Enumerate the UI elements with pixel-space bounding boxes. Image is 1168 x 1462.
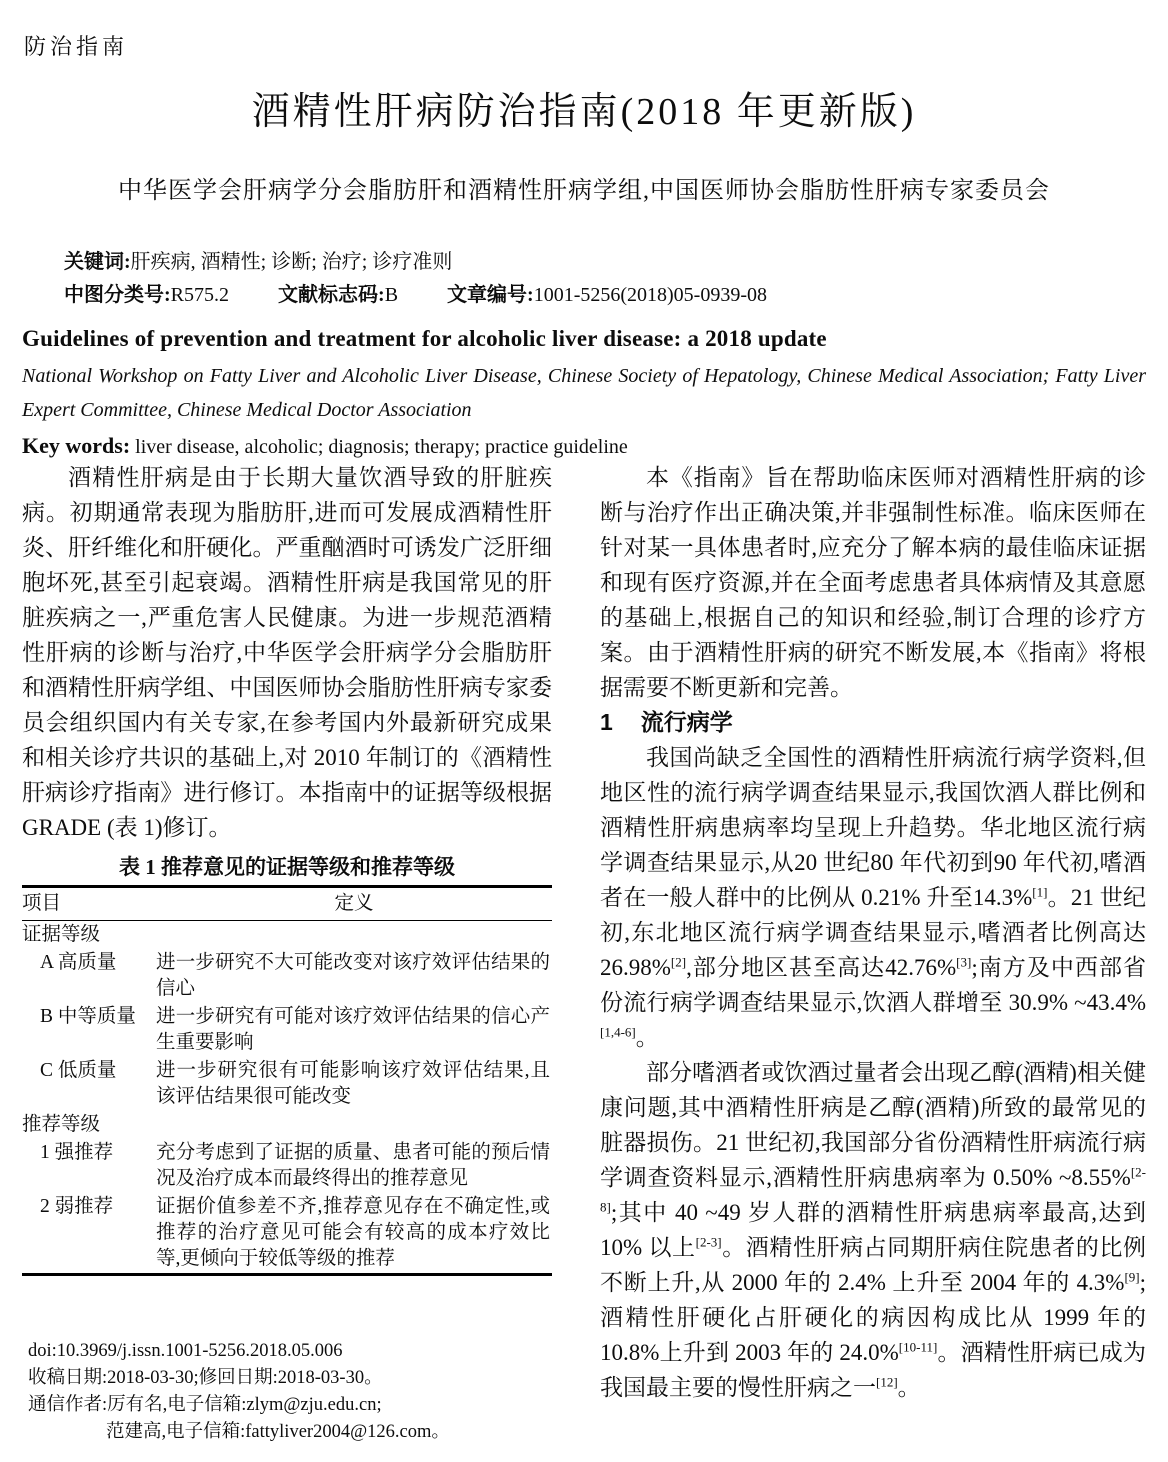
received-revised-dates-line: 收稿日期:2018-03-30;修回日期:2018-03-30。 bbox=[28, 1368, 383, 1388]
english-keywords-line bbox=[22, 433, 1146, 459]
table-cell-definition: 进一步研究不大可能改变对该疗效评估结果的信心 bbox=[156, 952, 550, 999]
doc-code-label: 文献标志码: bbox=[278, 284, 385, 306]
table-row bbox=[22, 1003, 552, 1057]
english-affiliation: National Workshop on Fatty Liver and Alcoholic Liver Disease, Chinese Society of Hepatology, Chinese Medical Association; Fatty Liver Expert Committee, Chinese Medical Doctor Association bbox=[22, 365, 1146, 421]
intro-paragraph: 酒精性肝病是由于长期大量饮酒导致的肝脏疾病。初期通常表现为脂肪肝,进而可发展成酒精性肝炎、肝纤维化和肝硬化。严重酗酒时可诱发广泛肝细胞坏死,甚至引起衰竭。酒精性肝病是我国常见的肝脏疾病之一,严重危害人民健康。为进一步规范酒精性肝病的诊断与治疗,中华医学会肝病学分会脂肪肝和酒精性肝病学组、中国医师协会脂肪性肝病专家委员会组织国内有关专家,在参考国内外最新研究成果和相关诊疗共识的基础上,对 2010 年制订的《酒精性肝病诊疗指南》进行修订。本指南中的证据等级根据 GRADE (表 1)修订。 bbox=[22, 465, 552, 840]
reference-superscript: [2-3] bbox=[695, 1234, 722, 1250]
guideline-purpose-paragraph: 本《指南》旨在帮助临床医师对酒精性肝病的诊断与治疗作出正确决策,并非强制性标准。临床医师在针对某一具体患者时,应充分了解本病的最佳临床证据和现有医疗资源,并在全面考虑患者具体病情及其意愿的基础上,根据自己的知识和经验,制订合理的诊疗方案。由于酒精性肝病的研究不断发展,本《指南》将根据需要不断更新和完善。 bbox=[600, 465, 1146, 700]
reference-superscript: [10-11] bbox=[898, 1339, 938, 1355]
table1 bbox=[22, 885, 552, 1276]
section-1-heading bbox=[600, 705, 1146, 740]
table-cell-item: A 高质量 bbox=[40, 952, 117, 973]
table-row bbox=[22, 1139, 552, 1193]
reference-superscript: [1,4-6] bbox=[600, 1024, 636, 1040]
reference-superscript: [3] bbox=[956, 954, 972, 970]
reference-superscript: [1] bbox=[1032, 884, 1048, 900]
doc-code-value: B bbox=[384, 284, 399, 306]
english-keywords-label: Key words: bbox=[22, 433, 131, 458]
column-category-label: 防治指南 bbox=[24, 34, 129, 59]
english-title: Guidelines of prevention and treatment for alcoholic liver disease: a 2018 update bbox=[22, 326, 827, 351]
epidemiology-paragraph-1: 我国尚缺乏全国性的酒精性肝病流行病学资料,但地区性的流行病学调查结果显示,我国饮酒人群比例和酒精性肝病患病率均呈现上升趋势。华北地区流行病学调查结果显示,从20 世纪80 年代初到90 年代初,嗜酒者在一般人群中的比例从 0.21% 升至14.3%[1]。21 世纪初,东北地区流行病学调查结果显示,嗜酒者比例高达 26.98%[2],部分地区甚至高达42.76%[3];南方及中西部省份流行病学调查结果显示,饮酒人群增至 30.9% ~43.4%[1,4-6]。 bbox=[600, 745, 1146, 1050]
table-cell-item: 推荐等级 bbox=[22, 1114, 101, 1135]
table-cell-item: 证据等级 bbox=[22, 924, 101, 945]
article-id-value: 1001-5256(2018)05-0939-08 bbox=[533, 284, 768, 306]
right-column bbox=[600, 460, 1146, 1405]
correspondence-line-2: 范建高,电子信箱:fattyliver2004@126.com。 bbox=[106, 1422, 450, 1442]
table-row bbox=[22, 1111, 552, 1139]
epidemiology-paragraph-2: 部分嗜酒者或饮酒过量者会出现乙醇(酒精)相关健康问题,其中酒精性肝病是乙醇(酒精)所致的最常见的脏器损伤。21 世纪初,我国部分省份酒精性肝病流行病学调查资料显示,酒精性肝病患病率为 0.50% ~8.55%[2-8];其中 40 ~49 岁人群的酒精性肝病患病率最高,达到 10% 以上[2-3]。酒精性肝病占同期肝病住院患者的比例不断上升,从 2000 年的 2.4% 上升至 2004 年的 4.3%[9];酒精性肝硬化占肝硬化的病因构成比从 1999 年的10.8%上升到 2003 年的 24.0%[10-11]。酒精性肝病已成为我国最主要的慢性肝病之一[12]。 bbox=[600, 1060, 1147, 1400]
table-cell-definition: 进一步研究很有可能影响该疗效评估结果,且该评估结果很可能改变 bbox=[156, 1060, 550, 1107]
english-keywords-value: liver disease, alcoholic; diagnosis; therapy; practice guideline bbox=[135, 436, 628, 458]
table1-caption: 表 1 推荐意见的证据等级和推荐等级 bbox=[119, 855, 455, 879]
clc-value: R575.2 bbox=[170, 284, 230, 306]
left-column bbox=[22, 460, 552, 1454]
author-affiliation: 中华医学会肝病学分会脂肪肝和酒精性肝病学组,中国医师协会脂肪性肝病专家委员会 bbox=[118, 178, 1050, 204]
reference-superscript: [2] bbox=[670, 954, 687, 970]
section-1-number: 1 bbox=[600, 709, 613, 735]
article-title: 酒精性肝病防治指南(2018 年更新版) bbox=[251, 91, 917, 133]
table-cell-item: B 中等质量 bbox=[40, 1006, 136, 1027]
section-1-title: 流行病学 bbox=[640, 710, 733, 735]
keywords-line bbox=[64, 246, 767, 279]
chinese-meta-block bbox=[64, 246, 767, 312]
table-cell-item: C 低质量 bbox=[40, 1060, 117, 1081]
table-cell-definition: 进一步研究有可能对该疗效评估结果的信心产生重要影响 bbox=[156, 1006, 550, 1053]
keywords-value: 肝疾病, 酒精性; 诊断; 治疗; 诊疗准则 bbox=[130, 251, 453, 273]
table1-header-definition: 定义 bbox=[334, 893, 374, 914]
table-cell-item: 2 弱推荐 bbox=[40, 1196, 114, 1217]
table-row bbox=[22, 921, 552, 949]
table-cell-definition bbox=[156, 922, 552, 948]
clc-label: 中图分类号: bbox=[64, 284, 171, 306]
doi-line: doi:10.3969/j.issn.1001-5256.2018.05.006 bbox=[28, 1341, 343, 1361]
correspondence-line-1: 通信作者:厉有名,电子信箱:zlym@zju.edu.cn; bbox=[28, 1395, 382, 1415]
table-cell-definition bbox=[156, 1112, 552, 1138]
reference-superscript: [2-8] bbox=[600, 1164, 1146, 1215]
table1-header-row bbox=[22, 888, 552, 921]
reference-superscript: [9] bbox=[1124, 1269, 1140, 1285]
table-row bbox=[22, 1193, 552, 1273]
table-row bbox=[22, 1057, 552, 1111]
footnote-block bbox=[28, 1338, 450, 1446]
table-cell-definition: 充分考虑到了证据的质量、患者可能的预后情况及治疗成本而最终得出的推荐意见 bbox=[156, 1142, 550, 1189]
table1-header-item: 项目 bbox=[22, 893, 62, 914]
table-row bbox=[22, 949, 552, 1003]
table1-block bbox=[22, 854, 552, 1276]
classification-line bbox=[64, 279, 767, 312]
keywords-label: 关键词: bbox=[64, 251, 131, 273]
article-id-label: 文章编号: bbox=[447, 284, 534, 306]
table-cell-definition: 证据价值参差不齐,推荐意见存在不确定性,或推荐的治疗意见可能会有较高的成本疗效比等,更倾向于较低等级的推荐 bbox=[156, 1196, 550, 1269]
table-cell-item: 1 强推荐 bbox=[40, 1142, 114, 1163]
reference-superscript: [12] bbox=[876, 1374, 898, 1390]
english-header-block bbox=[22, 326, 1146, 459]
